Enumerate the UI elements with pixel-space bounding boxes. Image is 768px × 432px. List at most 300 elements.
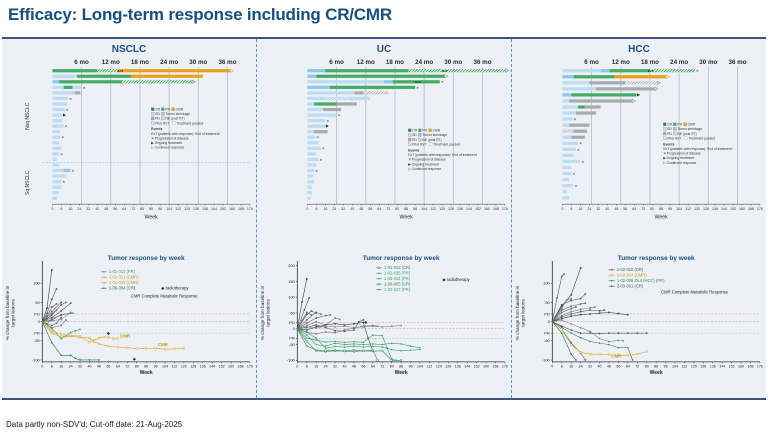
svg-text:✕: ✕ <box>440 80 444 85</box>
svg-text:CMR: CMR <box>175 107 184 112</box>
svg-text:▶ Ongoing treatment: ▶ Ongoing treatment <box>151 141 183 146</box>
cohort-title: NSCLC <box>111 44 147 55</box>
svg-text:CMR: CMR <box>157 342 169 348</box>
svg-text:Prior RxT: Prior RxT <box>667 136 682 141</box>
svg-text:36 mo: 36 mo <box>473 59 492 67</box>
svg-text:24: 24 <box>77 207 82 212</box>
svg-text:16: 16 <box>59 364 64 369</box>
svg-text:144: 144 <box>464 364 471 369</box>
svg-text:Week: Week <box>649 369 663 376</box>
svg-text:72: 72 <box>635 364 640 369</box>
svg-text:16: 16 <box>569 364 574 369</box>
svg-text:12 mo: 12 mo <box>356 59 375 67</box>
svg-text:PR: PR <box>289 335 295 341</box>
swimmer-plot <box>2 55 256 251</box>
svg-text:✕: ✕ <box>579 141 582 146</box>
svg-text:▷ Continued response: ▷ Continued response <box>663 160 697 165</box>
svg-text:24: 24 <box>332 207 337 212</box>
svg-text:CMR: CMR <box>611 353 622 359</box>
svg-text:120: 120 <box>184 207 191 212</box>
svg-text:72: 72 <box>131 207 136 212</box>
svg-text:PD: PD <box>155 116 160 121</box>
svg-text:-100: -100 <box>31 357 40 363</box>
svg-text:✕: ✕ <box>337 113 341 118</box>
svg-text:Tumor shrinkage: Tumor shrinkage <box>677 127 703 132</box>
svg-text:✕: ✕ <box>61 135 65 140</box>
svg-text:120: 120 <box>180 364 187 369</box>
svg-text:✕: ✕ <box>69 96 72 101</box>
svg-text:18 mo: 18 mo <box>640 59 659 67</box>
svg-text:SD: SD <box>667 127 672 132</box>
svg-text:✕: ✕ <box>71 168 75 173</box>
svg-text:96: 96 <box>413 207 418 212</box>
swimmer-plot <box>512 55 766 251</box>
svg-text:176: 176 <box>501 364 508 369</box>
svg-text:120: 120 <box>690 364 697 369</box>
svg-text:EoT: EoT <box>117 69 124 74</box>
svg-text:0: 0 <box>551 364 554 369</box>
svg-text:176: 176 <box>246 364 253 369</box>
svg-text:% change from baseline in: % change from baseline in <box>515 285 521 341</box>
svg-text:1-03-014 (PR): 1-03-014 (PR) <box>384 276 411 282</box>
svg-text:1-03-014 (CMR): 1-03-014 (CMR) <box>616 272 647 278</box>
svg-text:2-03-001 (CR): 2-03-001 (CR) <box>616 283 644 289</box>
svg-text:96: 96 <box>663 364 668 369</box>
svg-text:✕: ✕ <box>319 157 323 162</box>
svg-text:Week: Week <box>394 369 408 376</box>
svg-text:PD: PD <box>289 319 295 325</box>
svg-text:100: 100 <box>33 280 40 286</box>
svg-text:144: 144 <box>721 207 728 212</box>
svg-text:152: 152 <box>219 207 227 212</box>
svg-text:✕: ✕ <box>572 171 576 176</box>
svg-text:Prior RxT: Prior RxT <box>412 142 427 147</box>
svg-text:24 mo: 24 mo <box>670 59 689 67</box>
svg-text:168: 168 <box>747 364 754 369</box>
svg-text:-100: -100 <box>286 357 295 363</box>
svg-text:128: 128 <box>700 364 707 369</box>
svg-text:96: 96 <box>408 364 413 369</box>
svg-text:112: 112 <box>681 364 688 369</box>
svg-text:160: 160 <box>228 364 235 369</box>
svg-text:72: 72 <box>380 364 385 369</box>
svg-text:128: 128 <box>448 207 455 212</box>
svg-text:30 mo: 30 mo <box>189 59 208 67</box>
svg-text:6 mo: 6 mo <box>584 59 599 67</box>
svg-text:Week: Week <box>654 214 668 221</box>
svg-text:112: 112 <box>426 364 433 369</box>
svg-text:88: 88 <box>149 207 154 212</box>
svg-text:-50: -50 <box>33 338 40 344</box>
svg-text:PR: PR <box>544 330 550 336</box>
svg-text:-50: -50 <box>288 341 295 347</box>
svg-text:144: 144 <box>211 207 218 212</box>
svg-text:32: 32 <box>333 364 338 369</box>
svg-text:▶ Ongoing treatment: ▶ Ongoing treatment <box>408 162 440 167</box>
svg-text:0: 0 <box>292 326 295 332</box>
svg-text:Week: Week <box>139 369 153 376</box>
svg-text:24: 24 <box>587 207 592 212</box>
svg-text:PD: PD <box>667 131 672 136</box>
svg-text:✕: ✕ <box>65 107 69 112</box>
svg-text:112: 112 <box>171 364 178 369</box>
svg-text:✕: ✕ <box>416 85 420 90</box>
svg-text:136: 136 <box>202 207 209 212</box>
svg-text:32: 32 <box>588 364 593 369</box>
svg-text:36 mo: 36 mo <box>728 59 747 67</box>
svg-text:8: 8 <box>60 207 63 212</box>
svg-text:Tumor shrinkage: Tumor shrinkage <box>422 133 448 138</box>
spider-plot <box>512 251 766 395</box>
svg-text:128: 128 <box>703 207 710 212</box>
svg-text:1-06-005 (CR): 1-06-005 (CR) <box>384 281 411 287</box>
svg-text:88: 88 <box>144 364 149 369</box>
svg-text:1-02-006 DL4 (HCC) (PR): 1-02-006 DL4 (HCC) (PR) <box>616 278 665 284</box>
svg-text:✕: ✕ <box>315 168 318 173</box>
svg-text:0: 0 <box>561 207 564 212</box>
svg-text:EoT (patients with response):: EoT (patients with response): End of treatment <box>408 152 477 157</box>
svg-text:✕: ✕ <box>316 135 320 140</box>
svg-text:64: 64 <box>377 207 382 212</box>
svg-text:Nsq NSCLC: Nsq NSCLC <box>25 102 32 130</box>
svg-text:152: 152 <box>729 207 737 212</box>
svg-text:PD: PD <box>412 137 417 142</box>
svg-text:64: 64 <box>370 364 375 369</box>
svg-text:32: 32 <box>86 207 91 212</box>
svg-text:64: 64 <box>122 207 127 212</box>
svg-text:168: 168 <box>237 207 244 212</box>
svg-text:6 mo: 6 mo <box>329 59 344 67</box>
svg-text:SD: SD <box>155 112 160 117</box>
svg-text:72: 72 <box>125 364 130 369</box>
svg-text:120: 120 <box>694 207 701 212</box>
svg-text:0: 0 <box>296 364 299 369</box>
svg-text:1-01-015 (CMR): 1-01-015 (CMR) <box>108 280 139 286</box>
svg-text:32: 32 <box>596 207 601 212</box>
svg-text:160: 160 <box>228 207 236 212</box>
svg-text:✕ Progression of disease: ✕ Progression of disease <box>408 157 446 162</box>
svg-text:96: 96 <box>158 207 163 212</box>
svg-text:176: 176 <box>246 207 253 212</box>
svg-text:24: 24 <box>323 364 328 369</box>
svg-text:PR: PR <box>165 107 170 112</box>
svg-text:40: 40 <box>597 364 602 369</box>
svg-text:Tumor shrinkage: Tumor shrinkage <box>165 112 191 117</box>
svg-text:✕: ✕ <box>326 119 330 124</box>
svg-text:18 mo: 18 mo <box>385 59 404 67</box>
svg-text:56: 56 <box>368 207 373 212</box>
svg-text:50: 50 <box>290 310 295 316</box>
cohort-panels-container <box>2 37 766 400</box>
svg-text:30 mo: 30 mo <box>444 59 463 67</box>
svg-text:56: 56 <box>113 207 118 212</box>
svg-text:◆ radiotherapy: ◆ radiotherapy <box>442 277 470 283</box>
svg-text:80: 80 <box>644 364 649 369</box>
svg-text:40: 40 <box>605 207 610 212</box>
svg-text:✕: ✕ <box>60 152 63 157</box>
svg-text:48: 48 <box>104 207 109 212</box>
svg-text:96: 96 <box>153 364 158 369</box>
svg-text:50: 50 <box>545 299 550 305</box>
svg-text:80: 80 <box>395 207 400 212</box>
svg-text:56: 56 <box>361 364 366 369</box>
svg-text:✕: ✕ <box>695 69 699 74</box>
svg-text:104: 104 <box>166 207 173 212</box>
svg-text:16: 16 <box>323 207 328 212</box>
svg-text:32: 32 <box>78 364 83 369</box>
svg-text:CR: CR <box>667 122 673 127</box>
svg-text:CR: CR <box>155 107 161 112</box>
svg-text:152: 152 <box>473 364 480 369</box>
cohort-panel-nsclc <box>2 39 257 398</box>
svg-text:▷ Continued response: ▷ Continued response <box>408 166 442 171</box>
svg-text:104: 104 <box>421 207 428 212</box>
svg-text:40: 40 <box>350 207 355 212</box>
svg-text:0: 0 <box>51 207 54 212</box>
svg-text:160: 160 <box>738 364 745 369</box>
svg-text:1-01-021 (CMR): 1-01-021 (CMR) <box>108 274 139 280</box>
svg-text:Treatment paused: Treatment paused <box>688 136 716 141</box>
svg-text:1-02-037 (PR): 1-02-037 (PR) <box>384 286 411 292</box>
svg-text:48: 48 <box>359 207 364 212</box>
svg-text:136: 136 <box>454 364 461 369</box>
svg-text:Sq NSCLC: Sq NSCLC <box>25 170 32 196</box>
svg-text:64: 64 <box>115 364 120 369</box>
svg-text:104: 104 <box>161 364 169 369</box>
svg-text:176: 176 <box>756 207 763 212</box>
svg-text:PR: PR <box>422 128 428 133</box>
svg-text:88: 88 <box>654 364 659 369</box>
svg-text:112: 112 <box>430 207 436 212</box>
svg-text:80: 80 <box>140 207 145 212</box>
svg-text:▶ Ongoing treatment: ▶ Ongoing treatment <box>663 156 695 161</box>
svg-text:1-02-036 (PR): 1-02-036 (PR) <box>384 270 411 276</box>
svg-text:112: 112 <box>685 207 691 212</box>
svg-text:128: 128 <box>445 364 452 369</box>
svg-text:-50: -50 <box>543 338 550 344</box>
svg-text:✕ Progression of disease: ✕ Progression of disease <box>151 136 189 141</box>
spider-plot <box>2 251 256 395</box>
svg-text:100: 100 <box>288 294 295 300</box>
svg-text:136: 136 <box>712 207 719 212</box>
svg-text:168: 168 <box>747 207 754 212</box>
spider-plot <box>257 251 511 395</box>
swimmer-plot <box>257 55 511 251</box>
svg-text:168: 168 <box>492 207 499 212</box>
svg-text:✕: ✕ <box>321 146 325 151</box>
svg-text:Events: Events <box>151 127 163 132</box>
svg-text:48: 48 <box>351 364 356 369</box>
svg-text:CMR: CMR <box>687 122 696 127</box>
svg-text:✕: ✕ <box>64 124 68 129</box>
svg-text:152: 152 <box>728 364 735 369</box>
svg-text:CR: CR <box>412 128 418 133</box>
svg-text:168: 168 <box>492 364 499 369</box>
svg-text:80: 80 <box>134 364 139 369</box>
svg-text:144: 144 <box>719 364 726 369</box>
svg-text:24: 24 <box>68 364 73 369</box>
svg-text:100: 100 <box>543 280 550 286</box>
svg-text:24 mo: 24 mo <box>415 59 434 67</box>
svg-text:✕: ✕ <box>574 184 578 189</box>
svg-text:128: 128 <box>190 364 197 369</box>
svg-text:112: 112 <box>175 207 181 212</box>
svg-text:PD: PD <box>544 311 550 317</box>
svg-text:152: 152 <box>474 207 482 212</box>
page-title: Efficacy: Long-term response including CR/CMR <box>8 5 392 24</box>
svg-text:Tumor response by week: Tumor response by week <box>107 255 185 263</box>
svg-text:✕: ✕ <box>576 147 580 152</box>
svg-text:1-02-010 (CR): 1-02-010 (CR) <box>616 267 644 273</box>
svg-text:168: 168 <box>237 364 244 369</box>
svg-text:SD: SD <box>412 133 417 138</box>
svg-text:80: 80 <box>650 207 655 212</box>
svg-text:✕: ✕ <box>581 159 585 164</box>
svg-text:Week: Week <box>399 214 413 221</box>
svg-text:NE (post RT): NE (post RT) <box>422 137 442 142</box>
svg-text:8: 8 <box>315 207 318 212</box>
svg-text:0: 0 <box>547 319 550 325</box>
svg-text:160: 160 <box>738 207 746 212</box>
svg-text:120: 120 <box>435 364 442 369</box>
svg-text:12 mo: 12 mo <box>611 59 630 67</box>
svg-text:88: 88 <box>659 207 664 212</box>
svg-text:Tumor response by week: Tumor response by week <box>617 255 695 263</box>
svg-text:50: 50 <box>35 299 40 305</box>
svg-text:152: 152 <box>218 364 225 369</box>
svg-text:target lesions: target lesions <box>520 299 526 327</box>
cohort-title: UC <box>376 44 392 55</box>
svg-text:CMR Complete Metabolic Respon: CMR Complete Metabolic Response <box>661 289 728 295</box>
svg-text:6 mo: 6 mo <box>74 59 89 67</box>
svg-text:Treatment paused: Treatment paused <box>433 142 461 147</box>
svg-text:CMR: CMR <box>432 128 441 133</box>
svg-text:104: 104 <box>676 207 683 212</box>
cohort-panel-hcc <box>512 39 766 398</box>
svg-text:8: 8 <box>570 207 573 212</box>
svg-text:Events: Events <box>408 148 420 153</box>
svg-text:64: 64 <box>632 207 637 212</box>
svg-text:16: 16 <box>314 364 319 369</box>
svg-text:EoT: EoT <box>647 69 654 74</box>
svg-text:NE (post RT): NE (post RT) <box>165 116 185 121</box>
footer-note: Data partly non-SDV'd; Cut-off date: 21-Aug-2025 <box>6 420 183 429</box>
svg-text:% change from baseline in: % change from baseline in <box>5 285 11 341</box>
svg-text:target lesions: target lesions <box>265 299 271 327</box>
svg-text:Events: Events <box>663 142 675 147</box>
svg-text:128: 128 <box>193 207 200 212</box>
svg-text:PR: PR <box>34 330 40 336</box>
svg-text:EoT: EoT <box>415 80 421 85</box>
svg-text:72: 72 <box>641 207 646 212</box>
svg-text:80: 80 <box>389 364 394 369</box>
svg-text:104: 104 <box>671 364 679 369</box>
svg-text:200: 200 <box>288 263 295 269</box>
svg-text:Treatment paused: Treatment paused <box>176 121 204 126</box>
svg-text:136: 136 <box>709 364 716 369</box>
svg-text:40: 40 <box>87 364 92 369</box>
svg-text:144: 144 <box>466 207 473 212</box>
svg-text:16: 16 <box>68 207 73 212</box>
svg-text:176: 176 <box>756 364 763 369</box>
svg-text:8: 8 <box>560 364 563 369</box>
svg-text:Week: Week <box>144 214 158 221</box>
svg-text:▷ Continued response: ▷ Continued response <box>151 145 185 150</box>
svg-text:1-01-015 (CR): 1-01-015 (CR) <box>384 265 411 271</box>
svg-text:NE (post RT): NE (post RT) <box>677 131 697 136</box>
svg-text:64: 64 <box>625 364 630 369</box>
svg-text:56: 56 <box>623 207 628 212</box>
svg-text:136: 136 <box>199 364 206 369</box>
svg-text:◆ radiotherapy: ◆ radiotherapy <box>161 285 189 291</box>
svg-text:32: 32 <box>341 207 346 212</box>
svg-text:12 mo: 12 mo <box>101 59 120 67</box>
svg-text:160: 160 <box>483 207 491 212</box>
svg-text:72: 72 <box>386 207 391 212</box>
svg-text:96: 96 <box>668 207 673 212</box>
svg-text:88: 88 <box>399 364 404 369</box>
svg-text:48: 48 <box>96 364 101 369</box>
svg-text:36 mo: 36 mo <box>218 59 237 67</box>
svg-text:56: 56 <box>106 364 111 369</box>
svg-text:160: 160 <box>483 364 490 369</box>
svg-text:120: 120 <box>439 207 446 212</box>
svg-text:40: 40 <box>95 207 100 212</box>
svg-text:176: 176 <box>501 207 508 212</box>
svg-text:30 mo: 30 mo <box>699 59 718 67</box>
svg-text:-100: -100 <box>541 357 550 363</box>
svg-text:CMR Complete Metabolic Respons: CMR Complete Metabolic Response <box>131 293 198 299</box>
cohort-title: HCC <box>628 44 650 55</box>
svg-text:1-06-004 (CR): 1-06-004 (CR) <box>108 285 136 291</box>
svg-text:18 mo: 18 mo <box>130 59 149 67</box>
svg-text:✕: ✕ <box>82 85 86 90</box>
svg-text:48: 48 <box>614 207 619 212</box>
svg-text:CMR: CMR <box>120 333 131 339</box>
svg-text:56: 56 <box>616 364 621 369</box>
svg-text:104: 104 <box>416 364 424 369</box>
svg-text:8: 8 <box>305 364 308 369</box>
svg-text:88: 88 <box>404 207 409 212</box>
svg-text:24 mo: 24 mo <box>160 59 179 67</box>
svg-text:40: 40 <box>342 364 347 369</box>
svg-text:0: 0 <box>41 364 44 369</box>
svg-text:Prior RxT: Prior RxT <box>155 121 170 126</box>
cohort-panel-uc <box>257 39 512 398</box>
svg-text:✕: ✕ <box>62 180 66 185</box>
svg-text:136: 136 <box>457 207 464 212</box>
svg-text:144: 144 <box>209 364 216 369</box>
svg-text:target lesions: target lesions <box>10 299 16 327</box>
svg-text:1-01-013 (PR): 1-01-013 (PR) <box>108 269 135 275</box>
svg-text:Tumor response by week: Tumor response by week <box>362 255 440 263</box>
svg-text:48: 48 <box>606 364 611 369</box>
svg-text:✕: ✕ <box>573 117 577 122</box>
svg-text:EoT (patients with response):: EoT (patients with response): End of treatment <box>151 131 220 136</box>
svg-text:PD: PD <box>34 311 40 317</box>
svg-text:0: 0 <box>306 207 309 212</box>
svg-text:EoT (patients with response):: EoT (patients with response): End of treatment <box>663 146 732 151</box>
svg-text:150: 150 <box>288 278 295 284</box>
svg-text:✕ Progression of disease: ✕ Progression of disease <box>663 151 701 156</box>
svg-text:0: 0 <box>37 319 40 325</box>
svg-text:8: 8 <box>50 364 53 369</box>
svg-text:24: 24 <box>578 364 583 369</box>
svg-text:% change from baseline in: % change from baseline in <box>260 285 266 341</box>
svg-text:EoT: EoT <box>442 69 448 74</box>
svg-text:16: 16 <box>578 207 583 212</box>
svg-text:PR: PR <box>677 122 683 127</box>
